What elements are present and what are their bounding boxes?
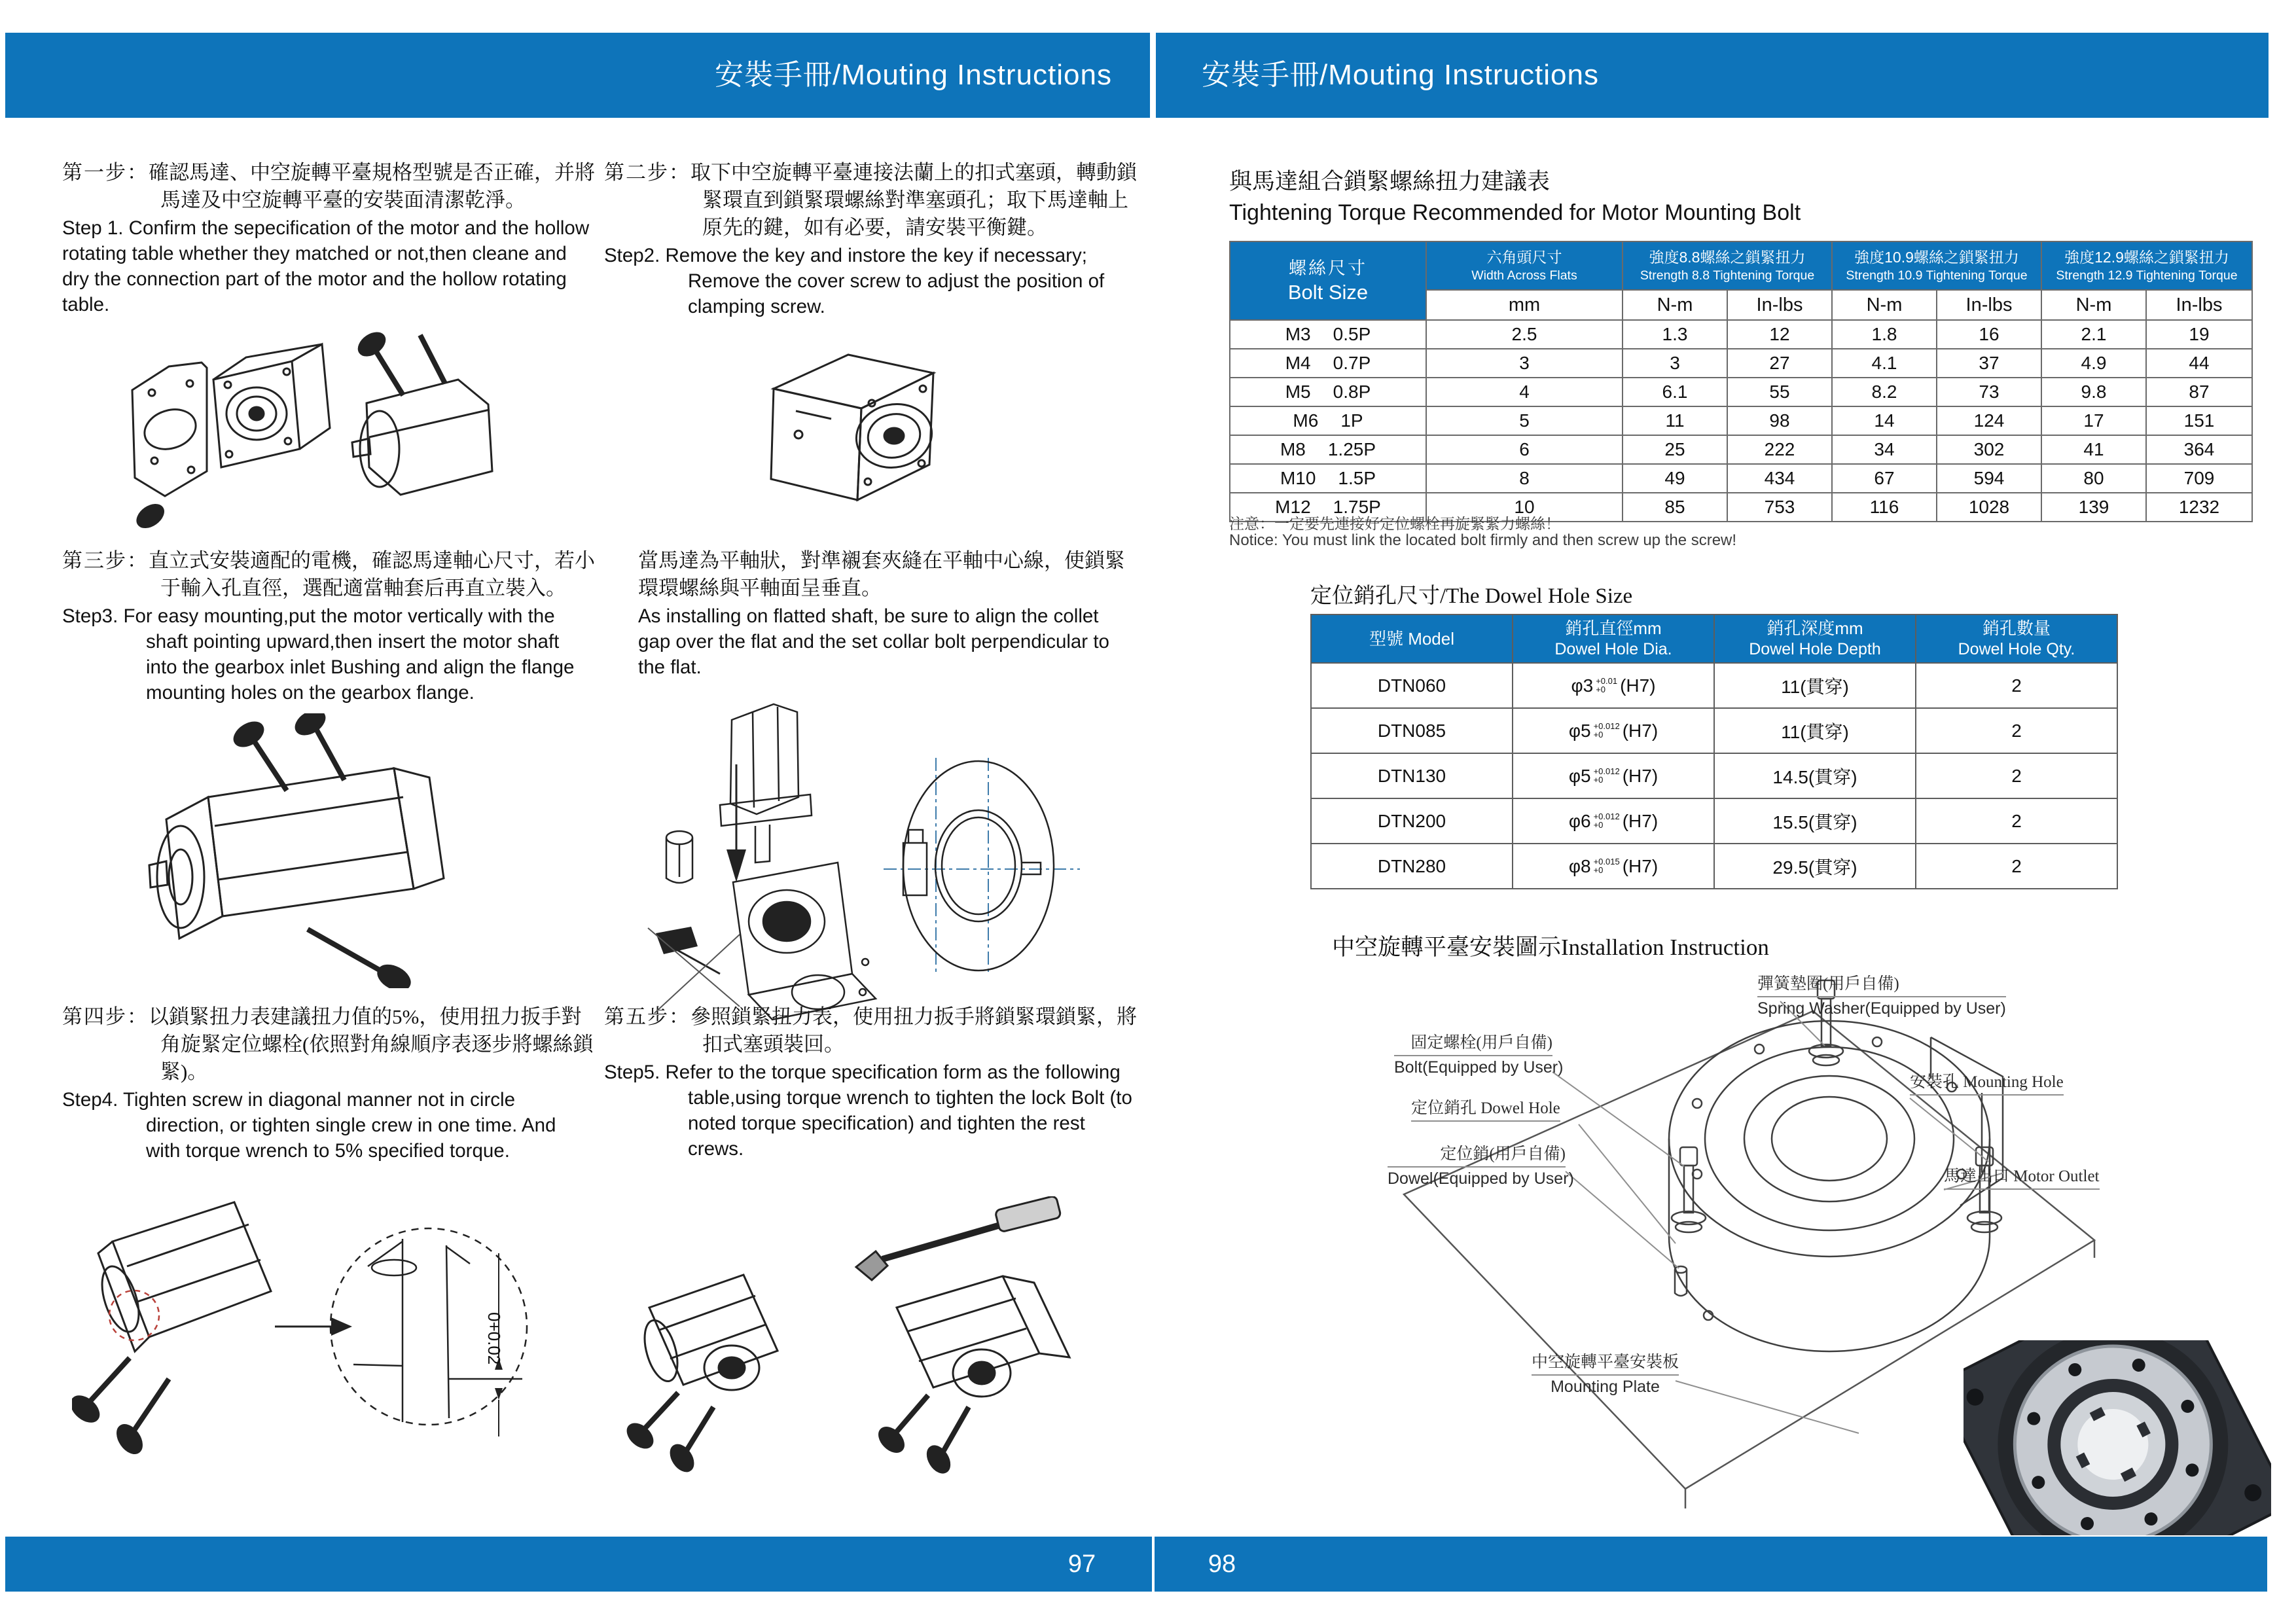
step3-zh: 第三步：直立式安裝適配的電機，確認馬達軸心尺寸，若小于輸入孔直徑，選配適當軸套后再直立裝入。	[62, 549, 595, 599]
dowel-table	[1310, 614, 2118, 889]
table-row: M6 1P 5 11 98 14 124 17 151	[1230, 406, 2252, 435]
unit-nm: N-m	[1832, 290, 1937, 320]
torque-title-en: Tightening Torque Recommended for Motor Mounting Bolt	[1229, 200, 1801, 225]
table-row: DTN280 φ8 +0.015 +0 (H7) 29.5(貫穿) 2	[1311, 844, 2117, 889]
col-group-8-8: 強度8.8螺絲之鎖緊扭力 Strength 8.8 Tightening Torque	[1623, 241, 1832, 290]
unit-nm: N-m	[1623, 290, 1727, 320]
label-mounting-plate: 中空旋轉平臺安裝板 Mounting Plate	[1532, 1353, 1679, 1396]
step1-en: Step 1. Confirm the sepecification of the motor and the hollow rotating table whether they matched or not,then cleane and dry the connection part of the motor and the hollow rotating table.	[62, 217, 590, 315]
step2-illustration	[733, 326, 969, 529]
step4-block	[62, 1003, 596, 1164]
page-number-left: 97	[1067, 1550, 1096, 1578]
header-bar-left	[5, 33, 1150, 118]
flat-shaft-illustration	[622, 666, 1119, 1033]
torque-note-en: Notice: You must link the located bolt firmly and then screw up the screw!	[1229, 531, 1737, 549]
label-mounting-hole: 安裝孔 Mounting Hole	[1910, 1072, 2064, 1096]
label-spring-washer: 彈簧墊圈(用戶自備) Spring Washer(Equipped by User)	[1757, 975, 2006, 1018]
torque-note-zh: 注意：一定要先連接好定位螺栓再旋緊緊力螺絲！	[1229, 516, 1560, 532]
step1-block	[62, 159, 596, 317]
step2-en: Step2. Remove the key and instore the key if necessary; Remove the cover screw to adjust the position of clamping screw.	[604, 245, 1105, 317]
header-bar-right	[1156, 33, 2269, 118]
table-row: DTN085 φ5 +0.012 +0 (H7) 11(貫穿) 2	[1311, 708, 2117, 753]
col-width-across-flats: 六角頭尺寸 Width Across Flats	[1426, 241, 1623, 290]
page-left-title: 安裝手冊/Mouting Instructions	[715, 59, 1112, 91]
table-row: M4 0.7P 3 3 27 4.1 37 4.9 44	[1230, 349, 2252, 378]
col-dowel-qty: 銷孔數量 Dowel Hole Qty.	[1916, 615, 2117, 663]
product-photo	[1964, 1340, 2271, 1535]
dowel-table-title: 定位銷孔尺寸/The Dowel Hole Size	[1310, 584, 1633, 608]
torque-table	[1229, 241, 2253, 522]
step3-en: Step3. For easy mounting,put the motor vertically with the shaft pointing upward,then insert the motor shaft into the gearbox inlet Bushing and align the flange mounting holes on the gearbox flange.	[62, 605, 575, 704]
step4-illustration	[72, 1162, 530, 1476]
table-row: M12 1.75P 10 85 753 116 1028 139 1232	[1230, 493, 2252, 522]
table-row: DTN060 φ3 +0.01 +0 (H7) 11(貫穿) 2	[1311, 663, 2117, 708]
unit-inlbs: In-lbs	[1937, 290, 2041, 320]
unit-inlbs: In-lbs	[2146, 290, 2252, 320]
torque-table-title	[1229, 164, 1801, 226]
label-dowel: 定位銷(用戶自備) Dowel(Equipped by User)	[1388, 1145, 1574, 1188]
flat-shaft-block	[638, 547, 1126, 680]
table-row: M3 0.5P 2.5 1.3 12 1.8 16 2.1 19	[1230, 320, 2252, 349]
torque-title-zh: 與馬達組合鎖緊螺絲扭力建議表	[1229, 169, 1551, 194]
label-bolt: 固定螺栓(用戶自備) Bolt(Equipped by User)	[1394, 1034, 1564, 1077]
flat-zh: 當馬達為平軸狀，對準襯套夾縫在平軸中心線，使鎖緊環環螺絲與平軸面呈垂直。	[638, 549, 1125, 599]
diagram-title: 中空旋轉平臺安裝圖示Installation Instruction	[1332, 935, 1769, 960]
unit-mm: mm	[1426, 290, 1623, 320]
col-group-10-9: 強度10.9螺絲之鎖緊扭力 Strength 10.9 Tightening Torque	[1832, 241, 2041, 290]
step4-zh: 第四步：以鎖緊扭力表建議扭力值的5%，使用扭力扳手對角旋緊定位螺栓(依照對角線順序表逐步將螺絲鎖緊)。	[62, 1005, 594, 1083]
col-dowel-depth: 銷孔深度mm Dowel Hole Depth	[1714, 615, 1916, 663]
step5-zh: 第五步：參照鎖緊扭力表，使用扭力扳手將鎖緊環鎖緊，將扣式塞頭裝回。	[604, 1005, 1137, 1056]
page-number-right: 98	[1208, 1550, 1236, 1578]
step4-en: Step4. Tighten screw in diagonal manner not in circle direction, or tighten single crew in one time. And with torque wrench to 5% specified torque.	[62, 1089, 556, 1162]
table-row: DTN130 φ5 +0.012 +0 (H7) 14.5(貫穿) 2	[1311, 753, 2117, 798]
table-row: M8 1.25P 6 25 222 34 302 41 364	[1230, 435, 2252, 464]
step1-zh: 第一步：確認馬達、中空旋轉平臺規格型號是否正確，并將馬達及中空旋轉平臺的安裝面清潔乾淨。	[62, 161, 595, 211]
table-row: M10 1.5P 8 49 434 67 594 80 709	[1230, 464, 2252, 493]
col-dowel-dia: 銷孔直徑mm Dowel Hole Dia.	[1513, 615, 1714, 663]
col-group-12-9: 強度12.9螺絲之鎖緊扭力 Strength 12.9 Tightening Torque	[2041, 241, 2252, 290]
unit-inlbs: In-lbs	[1727, 290, 1832, 320]
step1-illustration	[92, 306, 511, 535]
col-bolt-size: 螺絲尺寸 Bolt Size	[1230, 241, 1426, 320]
flat-en: As installing on flatted shaft, be sure to align the collet gap over the flat and the set collar bolt perpendicular to the flat.	[638, 605, 1109, 678]
label-motor-outlet: 馬達出口 Motor Outlet	[1944, 1166, 2100, 1190]
step4-detail-dimension: 0+0.02	[484, 1312, 504, 1365]
table-row: M5 0.8P 4 6.1 55 8.2 73 9.8 87	[1230, 378, 2252, 406]
footer-bar	[5, 1537, 2267, 1592]
step5-illustration	[615, 1196, 1126, 1484]
step3-block	[62, 547, 596, 705]
table-row: DTN200 φ6 +0.012 +0 (H7) 15.5(貫穿) 2	[1311, 798, 2117, 844]
page-right-title: 安裝手冊/Mouting Instructions	[1202, 59, 1599, 91]
unit-nm: N-m	[2041, 290, 2146, 320]
footer-divider	[1152, 1537, 1155, 1592]
col-model: 型號 Model	[1311, 615, 1513, 663]
step2-zh: 第二步：取下中空旋轉平臺連接法蘭上的扣式塞頭，轉動鎖緊環直到鎖緊環螺絲對準塞頭孔；取下馬達軸上原先的鍵，如有必要，請安裝平衡鍵。	[604, 161, 1137, 239]
label-dowel-hole: 定位銷孔 Dowel Hole	[1411, 1098, 1560, 1122]
step5-en: Step5. Refer to the torque specification form as the following table,using torque wrench to tighten the lock Bolt (to noted torque specification) and tighten the rest crews.	[604, 1061, 1132, 1160]
step3-illustration	[111, 713, 504, 988]
step2-block	[604, 159, 1138, 319]
